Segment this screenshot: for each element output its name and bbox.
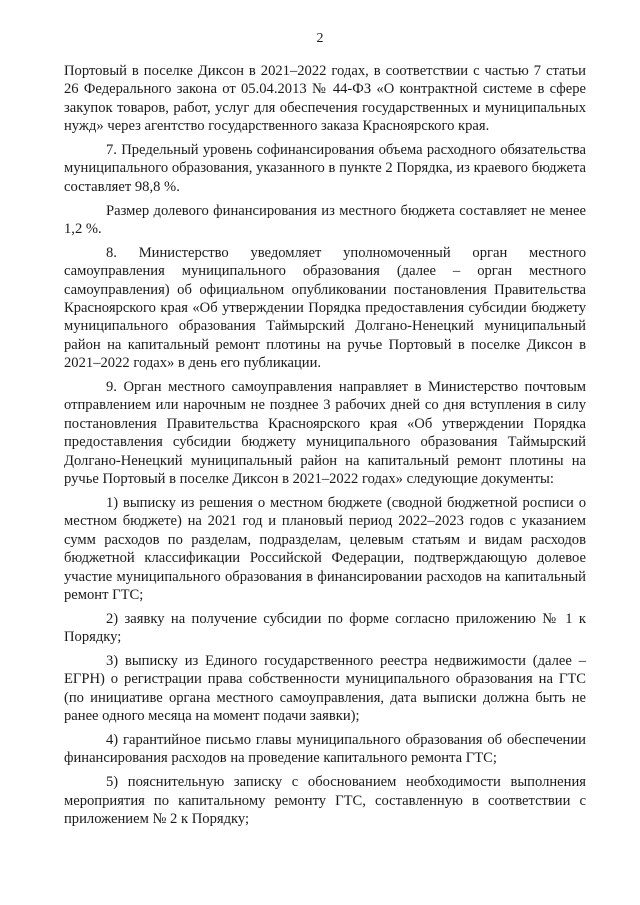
paragraph-item-9-3: 3) выписку из Единого государственного реестра недвижимости (далее – ЕГРН) о регистрации права собственности муниципального образования на ГТС (по инициативе органа местного самоуправления, дата выписки должна быть не ранее одного месяца на момент подачи заявки); bbox=[64, 652, 586, 725]
paragraph-item-9: 9. Орган местного самоуправления направляет в Министерство почтовым отправлением или нарочным не позднее 3 рабочих дней со дня вступления в силу постановления Правительства Красноярского края «Об утверждении Порядка предоставления субсидии бюджету муниципального образования Таймырский Долгано-Ненецкий муниципальный район на капитальный ремонт плотины на ручье Портовый в поселке Диксон в 2021–2022 годах» следующие документы: bbox=[64, 379, 586, 488]
paragraph-item-9-1: 1) выписку из решения о местном бюджете (сводной бюджетной росписи о местном бюджете) на 2021 год и плановый период 2022–2023 годов с указанием сумм расходов по разделам, подразделам, целевым статьям и видам расходов бюджетной классификации Российской Федерации, подтверждающую долевое участие муниципального образования в финансировании расходов на капитальный ремонт ГТС; bbox=[64, 494, 586, 603]
paragraph-item-7: 7. Предельный уровень софинансирования объема расходного обязательства муниципального образования, указанного в пункте 2 Порядка, из краевого бюджета составляет 98,8 %. bbox=[64, 142, 586, 195]
paragraph-item-7-share: Размер долевого финансирования из местного бюджета составляет не менее 1,2 %. bbox=[64, 202, 586, 238]
page-number: 2 bbox=[316, 31, 324, 46]
paragraph-item-8: 8. Министерство уведомляет уполномоченный орган местного самоуправления муниципального образования (далее – орган местного самоуправления) об официальном опубликовании постановления Правительства Красноярского края «Об утверждении Порядка предоставления субсидии бюджету муниципального образования Таймырский Долгано-Ненецкий муниципальный район на капитальный ремонт плотины на ручье Портовый в поселке Диксон в 2021–2022 годах» в день его публикации. bbox=[64, 244, 586, 372]
paragraph-item-9-2: 2) заявку на получение субсидии по форме согласно приложению № 1 к Порядку; bbox=[64, 610, 586, 646]
paragraph-item-9-5: 5) пояснительную записку с обоснованием необходимости выполнения мероприятия по капитальному ремонту ГТС, составленную в соответствии с приложением № 2 к Порядку; bbox=[64, 774, 586, 827]
document-body bbox=[64, 62, 586, 834]
paragraph-continuation: Портовый в поселке Диксон в 2021–2022 годах, в соответствии с частью 7 статьи 26 Федерального закона от 05.04.2013 № 44-ФЗ «О контрактной системе в сфере закупок товаров, работ, услуг для обеспечения государственных и муниципальных нужд» через агентство государственного заказа Красноярского края. bbox=[64, 63, 586, 135]
paragraph-item-9-4: 4) гарантийное письмо главы муниципального образования об обеспечении финансирования расходов на проведение капитального ремонта ГТС; bbox=[64, 731, 586, 767]
